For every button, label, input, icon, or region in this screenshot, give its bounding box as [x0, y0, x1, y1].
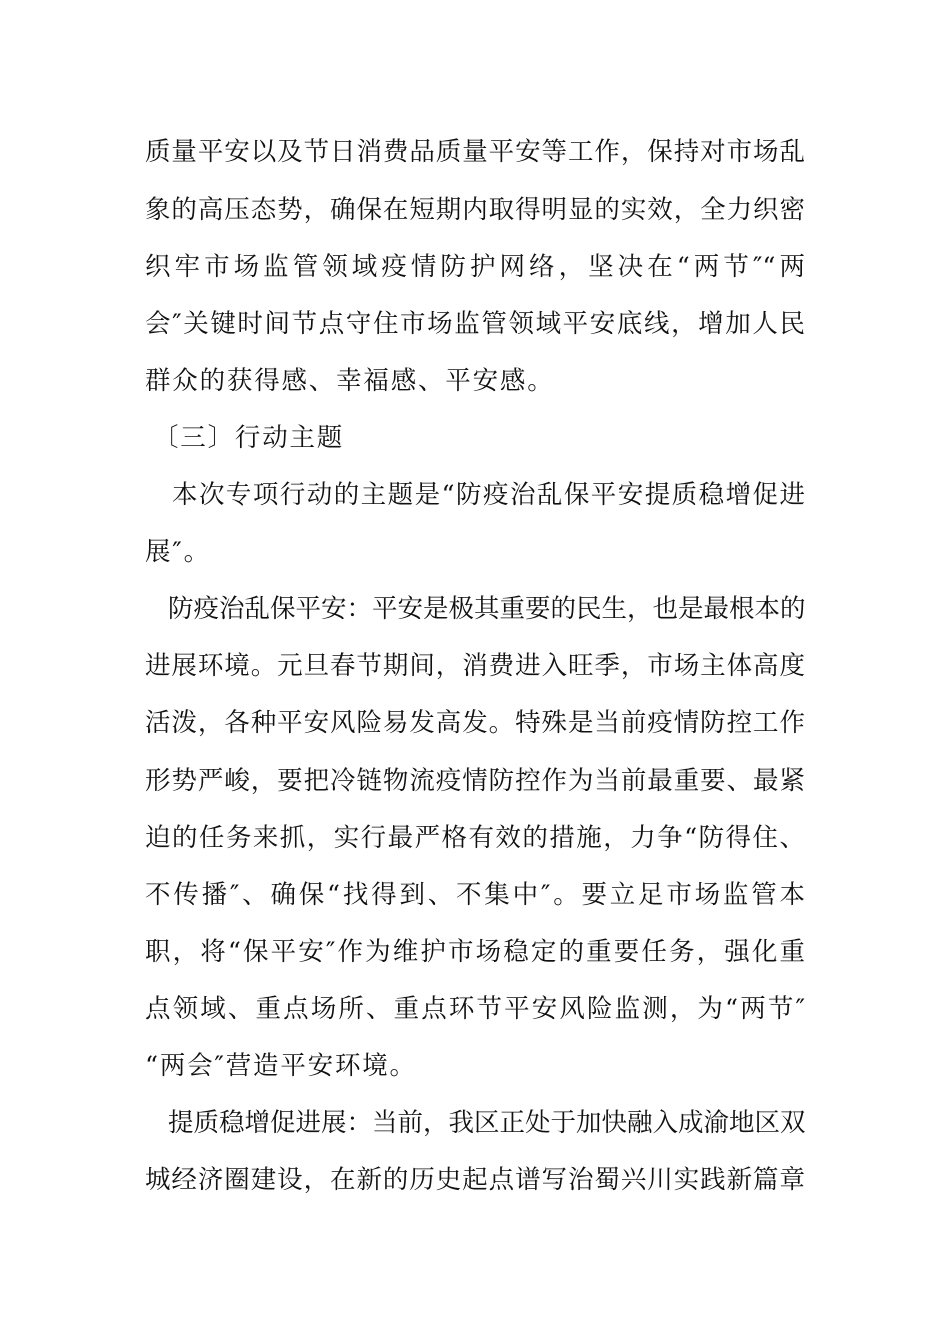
- body-text-line: 迫的任务来抓，实行最严格有效的措施，力争“防得住、: [145, 823, 805, 853]
- body-text-line: 象的高压态势，确保在短期内取得明显的实效，全力织密: [145, 195, 805, 225]
- body-text-line: 形势严峻，要把冷链物流疫情防控作为当前最重要、最紧: [145, 766, 805, 796]
- body-text-line: 职，将“保平安″作为维护市场稳定的重要任务，强化重: [145, 937, 805, 967]
- body-text-line: 防疫治乱保平安：平安是极其重要的民生，也是最根本的: [168, 594, 806, 624]
- body-text-line: 会″关键时间节点守住市场监管领域平安底线，增加人民: [145, 309, 805, 339]
- body-text-line: 点领域、重点场所、重点环节平安风险监测，为“两节″: [145, 994, 805, 1024]
- body-text-line: 活泼，各种平安风险易发高发。特殊是当前疫情防控工作: [145, 708, 805, 738]
- body-text-line: 织牢市场监管领域疫情防护网络，坚决在“两节″“两: [145, 252, 805, 282]
- section-heading: 〔三〕行动主题: [153, 423, 345, 453]
- body-text-line: 本次专项行动的主题是“防疫治乱保平安提质稳增促进: [172, 480, 805, 510]
- body-text-line: 展″。: [145, 537, 211, 567]
- body-text-line: 不传播″、确保“找得到、不集中″。要立足市场监管本: [145, 880, 805, 910]
- body-text-line: 质量平安以及节日消费品质量平安等工作，保持对市场乱: [145, 137, 805, 167]
- body-text-line: 进展环境。元旦春节期间，消费进入旺季，市场主体高度: [145, 651, 805, 681]
- body-text-line: “两会″营造平安环境。: [145, 1051, 417, 1081]
- body-text-line: 群众的获得感、幸福感、平安感。: [145, 366, 555, 396]
- body-text-line: 提质稳增促进展：当前，我区正处于加快融入成渝地区双: [168, 1108, 806, 1138]
- body-text-line: 城经济圈建设，在新的历史起点谱写治蜀兴川实践新篇章: [145, 1165, 805, 1195]
